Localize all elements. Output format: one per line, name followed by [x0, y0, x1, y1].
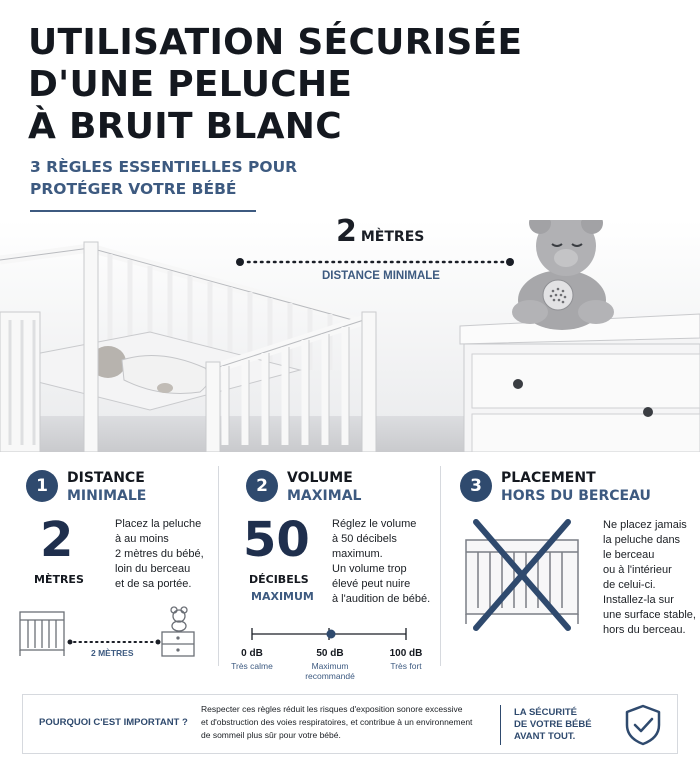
rule-3-subtitle: HORS DU BERCEAU	[501, 488, 651, 504]
rule-separator-1	[218, 466, 219, 666]
rule-2-title: VOLUME	[287, 470, 353, 486]
rule-1-number-badge: 1	[26, 470, 58, 502]
page-subtitle	[30, 156, 390, 200]
mini-dresser-bear-icon	[162, 607, 194, 656]
rule-2-big-value: 50	[243, 512, 310, 568]
scale-value-50: 50 dB	[316, 648, 344, 659]
rule-2-big-unit: DÉCIBELS	[249, 573, 309, 586]
footer-why-label: POURQUOI C'EST IMPORTANT ?	[39, 717, 188, 728]
scale-value-100: 100 dB	[389, 648, 423, 659]
mini-crib-icon	[20, 612, 64, 656]
rule-1-big-value: 2	[40, 512, 74, 568]
footer-separator	[500, 705, 501, 745]
decibel-marker	[327, 630, 336, 639]
rule-1-diagram-label: 2 MÈTRES	[91, 648, 134, 658]
footer-explanation: Respecter ces règles réduit les risques d'exposition sonore excessive et d'obstruction des voies respiratoires, et contribue à un environnement de sommeil plus sûr pour votre bébé.	[201, 704, 473, 740]
hero-illustration	[0, 220, 700, 452]
title-line-1: UTILISATION SÉCURISÉE	[28, 22, 523, 63]
subtitle-line-2: PROTÉGER VOTRE BÉBÉ	[30, 180, 237, 198]
title-line-3: À BRUIT BLANC	[28, 106, 342, 147]
hero-distance-value	[336, 214, 424, 249]
page-title	[28, 22, 588, 148]
scale-value-0: 0 dB	[241, 648, 263, 659]
nursery-scene	[0, 220, 700, 452]
rule-1-title: DISTANCE	[67, 470, 145, 486]
scale-label-50: Maximum recommandé	[305, 661, 355, 681]
rule-2-subtitle: MAXIMAL	[287, 488, 362, 504]
scale-label-0: Très calme	[231, 661, 273, 671]
subtitle-underline	[30, 210, 256, 212]
rule-2-description: Réglez le volume à 50 décibels maximum. Un volume trop élevé peut nuire à l'audition de bébé.	[332, 518, 431, 605]
hero-distance-label: DISTANCE MINIMALE	[322, 270, 440, 282]
footer-safety-slogan: LA SÉCURITÉ DE VOTRE BÉBÉ AVANT TOUT.	[514, 707, 592, 742]
rule-2-number-badge: 2	[246, 470, 278, 502]
hero-distance-number: 2	[336, 214, 357, 249]
rule-1-description: Placez la peluche à au moins 2 mètres du bébé, loin du berceau et de sa portée.	[115, 518, 204, 590]
scale-label-100: Très fort	[390, 661, 422, 671]
rule-3-description: Ne placez jamais la peluche dans le berceau ou à l'intérieur de celui-ci. Installez-la sur une surface stable, hors du berceau.	[603, 519, 696, 636]
title-line-2: D'UNE PELUCHE	[28, 64, 353, 105]
shield-check-icon	[623, 703, 663, 747]
hero-distance-unit: MÈTRES	[360, 229, 425, 245]
rule-3-number-badge: 3	[460, 470, 492, 502]
rule-2-big-unit-sub: MAXIMUM	[251, 590, 314, 603]
rule-1-big-unit: MÈTRES	[34, 573, 84, 586]
decibel-scale	[240, 624, 420, 644]
dresser-illustration	[460, 314, 700, 452]
rule-1-subtitle: MINIMALE	[67, 488, 147, 504]
rule-3-crib-crossed-icon	[462, 516, 588, 634]
rule-3-title: PLACEMENT	[501, 470, 596, 486]
crib-icon	[466, 540, 578, 624]
footer-box	[22, 694, 678, 754]
mini-dotted-line	[68, 640, 161, 645]
subtitle-line-1: 3 RÈGLES ESSENTIELLES POUR	[30, 158, 298, 176]
rule-separator-2	[440, 466, 441, 666]
